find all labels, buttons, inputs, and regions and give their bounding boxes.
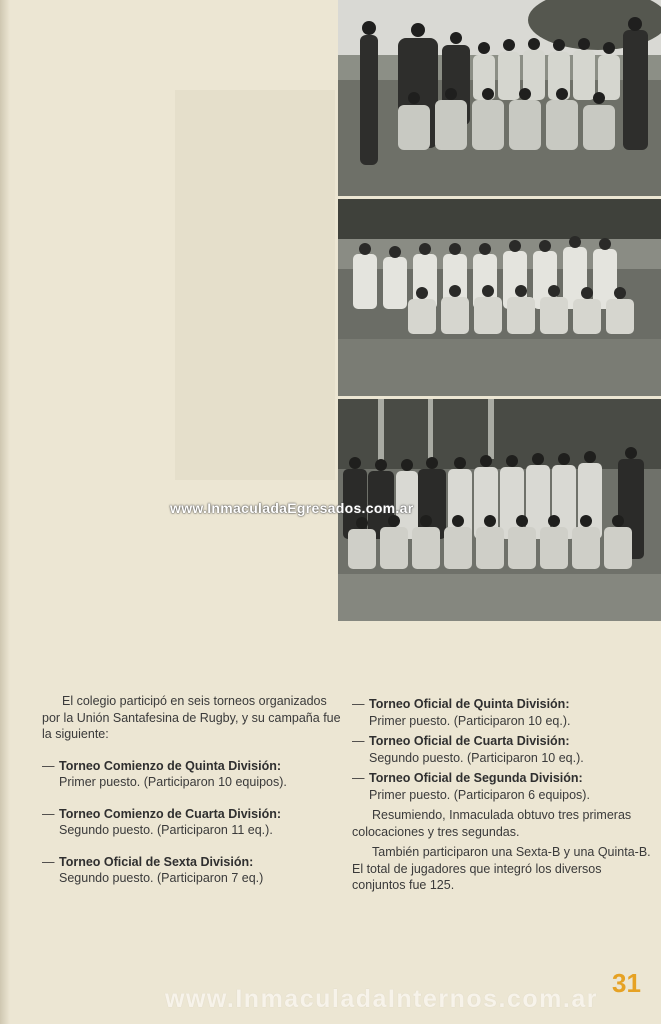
tournament-item bbox=[42, 854, 342, 887]
extra-paragraph: También participaron una Sexta-B y una Quinta-B. El total de jugadores que integró los diversos conjuntos fue 125. bbox=[352, 845, 651, 892]
page-edge bbox=[0, 0, 10, 1024]
dash-bullet: — bbox=[352, 734, 365, 748]
tournament-title: Torneo Comienzo de Quinta División: bbox=[59, 758, 281, 773]
dash-bullet: — bbox=[42, 806, 55, 821]
text-column-left bbox=[42, 693, 342, 887]
tournament-title: Torneo Oficial de Cuarta División: bbox=[369, 734, 570, 748]
page-number: 31 bbox=[612, 968, 641, 998]
dash-bullet: — bbox=[352, 771, 365, 785]
tournament-item bbox=[352, 770, 652, 803]
tournament-result: Primer puesto. (Participaron 6 equipos). bbox=[369, 787, 590, 802]
watermark-egresados: www.InmaculadaEgresados.com.ar bbox=[170, 500, 414, 516]
tournament-result: Segundo puesto. (Participaron 11 eq.). bbox=[59, 823, 273, 837]
tournament-title: Torneo Oficial de Sexta División: bbox=[59, 854, 254, 869]
dash-bullet: — bbox=[42, 854, 55, 869]
tournament-title: Torneo Oficial de Segunda División: bbox=[369, 771, 583, 785]
watermark-internos: www.InmaculadaInternos.com.ar bbox=[165, 985, 598, 1013]
dash-bullet: — bbox=[352, 697, 365, 711]
tournament-title: Torneo Comienzo de Cuarta División: bbox=[59, 806, 282, 821]
tournament-item bbox=[352, 696, 652, 729]
tournament-result: Primer puesto. (Participaron 10 eq.). bbox=[369, 713, 571, 728]
dash-bullet: — bbox=[42, 758, 55, 773]
tournament-item bbox=[42, 806, 342, 839]
text-column-right bbox=[352, 696, 652, 894]
tournament-item bbox=[42, 758, 342, 791]
tournament-title: Torneo Oficial de Quinta División: bbox=[369, 697, 570, 711]
tournament-result: Primer puesto. (Participaron 10 equipos). bbox=[59, 775, 287, 789]
tournament-result: Segundo puesto. (Participaron 10 eq.). bbox=[369, 750, 584, 765]
intro-paragraph: El colegio participó en seis torneos organizados por la Unión Santafesina de Rugby, y su campaña fue la siguiente: bbox=[42, 694, 341, 741]
tournament-result: Segundo puesto. (Participaron 7 eq.) bbox=[59, 871, 264, 885]
tournament-item bbox=[352, 733, 652, 766]
team-photo-2 bbox=[338, 199, 661, 396]
team-photo-1 bbox=[338, 0, 661, 196]
bleed-through-shadow bbox=[175, 90, 335, 480]
summary-paragraph: Resumiendo, Inmaculada obtuvo tres primeras colocaciones y tres segundas. bbox=[352, 808, 632, 839]
